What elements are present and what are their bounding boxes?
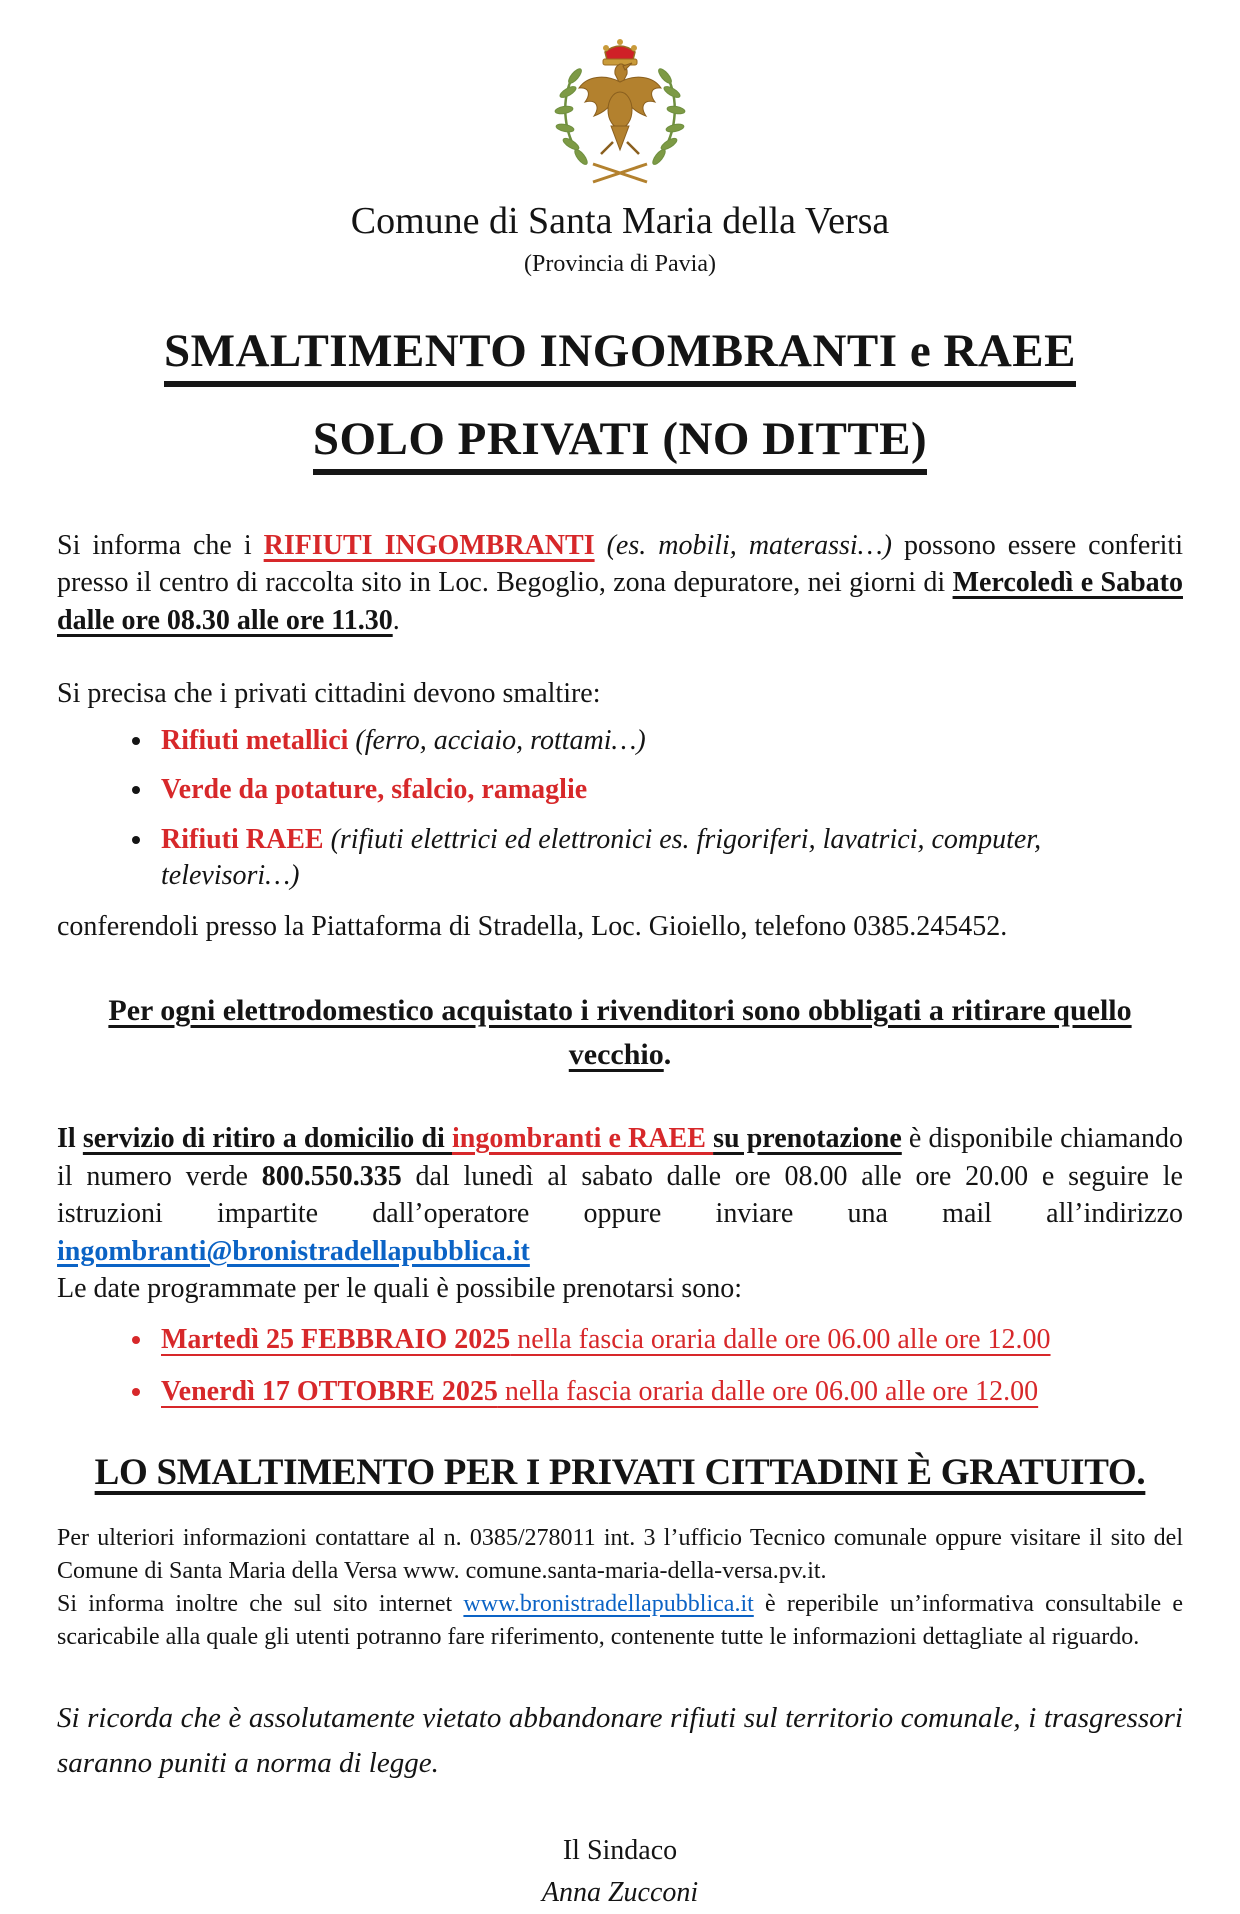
list-item-green-waste [155,772,1183,808]
item-label: Rifiuti RAEE [161,823,324,855]
signature-name: Anna Zucconi [541,1877,699,1909]
title-row-2 [57,415,1183,475]
title-line-1: SMALTIMENTO INGOMBRANTI e RAEE [164,327,1076,387]
text-segment: Il [57,1123,83,1155]
municipal-crest [57,30,1183,197]
title-line-2: SOLO PRIVATI (NO DITTE) [313,415,927,475]
text-segment: Si informa che i [57,529,264,561]
opening-schedule: Mercoledì e Sabato dalle ore 08.30 alle ore 11.30 [57,567,1183,636]
list-item-weee-waste [155,822,1183,895]
crest-graphic [527,30,713,192]
date-value: Venerdì 17 OTTOBRE 2025 [161,1376,498,1408]
date-timeslot: nella fascia oraria dalle ore 06.00 alle ore 12.00 [510,1323,1051,1355]
retailer-notice-text: Per ogni elettrodomestico acquistato i rivenditori sono obbligati a ritirare quello vecchio [108,994,1132,1071]
date-value: Martedì 25 FEBBRAIO 2025 [161,1323,511,1355]
item-detail: (ferro, acciaio, rottami…) [348,725,646,756]
dates-lead: Le date programmate per le quali è possibile prenotarsi sono: [57,1273,743,1305]
text-segment: . [663,1037,672,1071]
item-label: Rifiuti metallici [161,725,349,756]
toll-free-number: 800.550.335 [261,1160,402,1192]
list-item-metal-waste [155,723,1183,759]
retailer-notice [57,989,1183,1076]
intro-paragraph [57,527,1183,640]
item-label: Verde da potature, sfalcio, ramaglie [161,774,588,806]
pickup-paragraph [57,1120,1183,1270]
warning-paragraph: Si ricorda che è assolutamente vietato abbandonare rifiuti sul territorio comunale, i trasgressori saranno puniti a norma di legge. [57,1702,1183,1780]
disposal-list [57,723,1183,895]
disposal-tail: conferendoli presso la Piattaforma di Stradella, Loc. Gioiello, telefono 0385.245452. [57,910,1008,942]
pickup-service-segment: servizio di ritiro a domicilio di [82,1123,452,1155]
text-segment: è reperibile un’informativa consultabile e scaricabile alla quale gli utenti potranno fare riferimento, contenente tutte le informazioni dettagliate al riguardo. [57,1591,1184,1651]
crown-icon [603,39,637,65]
disposal-lead: Si precisa che i privati cittadini devono smaltire: [57,678,601,710]
pickup-booking-segment: su prenotazione [713,1123,902,1155]
pickup-waste-types: ingombranti e RAEE [452,1123,714,1155]
examples-segment: (es. mobili, materassi…) [594,529,892,561]
free-disposal-banner [57,1451,1183,1494]
free-disposal-text: LO SMALTIMENTO PER I PRIVATI CITTADINI È GRATUITO. [94,1451,1146,1493]
bulky-waste-highlight: RIFIUTI INGOMBRANTI [263,529,595,561]
province-subtitle: (Provincia di Pavia) [524,250,716,277]
date-timeslot: nella fascia oraria dalle ore 06.00 alle ore 12.00 [497,1376,1039,1408]
date-entry-october [155,1372,1183,1413]
text-segment: possono essere conferiti presso il centro di raccolta sito in Loc. Begoglio, zona depuratore, nei giorni di [57,529,1183,599]
text-segment: . [392,604,400,636]
municipality-name: Comune di Santa Maria della Versa [350,200,890,242]
text-segment: dal lunedì al sabato dalle ore 08.00 alle ore 20.00 e seguire le istruzioni impartite dall’operatore oppure inviare una mail all’indirizzo [57,1160,1183,1230]
info-sentence-2 [57,1588,1183,1654]
item-detail: (rifiuti elettrici ed elettronici es. frigoriferi, lavatrici, computer, televisori…) [161,823,1042,892]
ribbon-icon [593,164,647,182]
eagle-icon [579,63,661,154]
title-row-1 [57,327,1183,387]
signature-role: Il Sindaco [562,1835,678,1867]
info-sentence-1: Per ulteriori informazioni contattare al n. 0385/278011 int. 3 l’ufficio Tecnico comunale oppure visitare il sito del Comune di Santa Maria della Versa www. comune.santa-maria-della-versa.pv.it. [57,1524,1183,1584]
text-segment: è disponibile chiamando il numero verde [57,1123,1183,1192]
info-paragraph [57,1522,1183,1654]
signature-block [57,1830,1183,1914]
date-entry-february [155,1320,1183,1361]
pickup-dates-list [57,1320,1183,1413]
document-title [57,327,1183,475]
email-link[interactable]: ingombranti@bronistradellapubblica.it [57,1235,530,1267]
text-segment: Si informa inoltre che sul sito internet [57,1591,464,1618]
website-link[interactable]: www.bronistradellapubblica.it [463,1591,754,1618]
